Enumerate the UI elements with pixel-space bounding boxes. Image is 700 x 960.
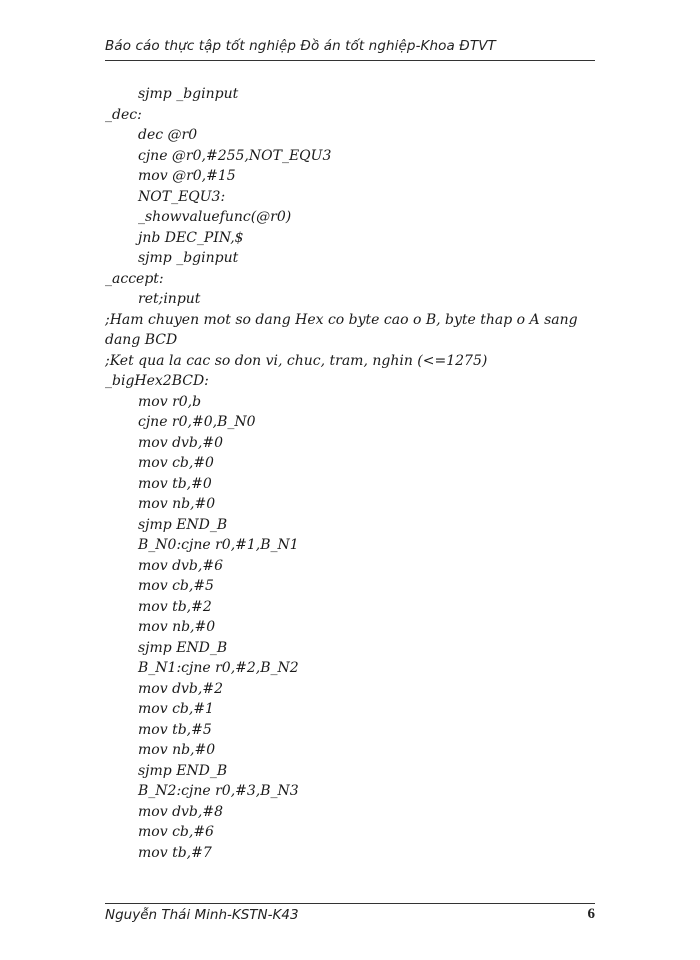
code-line: mov cb,#5 <box>138 578 214 594</box>
code-line: mov nb,#0 <box>138 619 216 635</box>
code-line: mov cb,#6 <box>138 824 214 840</box>
code-line: B_N0:cjne r0,#1,B_N1 <box>138 537 299 553</box>
code-line: mov nb,#0 <box>138 496 216 512</box>
code-line: ;Ham chuyen mot so dang Hex co byte cao o B, byte thap o A sang dang BCD <box>105 311 578 348</box>
code-line: B_N1:cjne r0,#2,B_N2 <box>138 660 299 676</box>
code-line: mov dvb,#8 <box>138 803 223 820</box>
code-line: NOT_EQU3: <box>138 188 226 205</box>
code-line: mov tb,#0 <box>138 475 212 492</box>
code-line: _dec: <box>105 106 142 123</box>
code-line: sjmp _bginput <box>138 250 239 266</box>
code-line: ret;input <box>138 291 201 307</box>
header-divider <box>105 60 595 61</box>
footer-author: Nguyễn Thái Minh-KSTN-K43 <box>105 907 299 923</box>
code-line: ;Ket qua la cac so don vi, chuc, tram, nghin (<=1275) <box>105 352 488 369</box>
code-line: mov tb,#5 <box>138 721 212 738</box>
code-line: mov dvb,#0 <box>138 434 223 451</box>
code-line: mov r0,b <box>138 393 202 410</box>
code-line: sjmp END_B <box>138 639 228 656</box>
code-line: _bigHex2BCD: <box>105 373 209 389</box>
code-line: sjmp END_B <box>138 516 228 533</box>
code-line: mov tb,#2 <box>138 598 212 615</box>
code-line: mov dvb,#2 <box>138 680 223 697</box>
code-line: mov cb,#1 <box>138 701 214 717</box>
footer-divider <box>105 903 595 904</box>
code-line: B_N2:cjne r0,#3,B_N3 <box>138 783 299 799</box>
code-line: cjne @r0,#255,NOT_EQU3 <box>138 147 332 164</box>
code-line: mov cb,#0 <box>138 455 214 471</box>
code-line: _accept: <box>105 270 164 287</box>
code-line: sjmp END_B <box>138 762 228 779</box>
code-listing <box>105 84 595 863</box>
code-line: mov @r0,#15 <box>138 168 236 184</box>
code-line: cjne r0,#0,B_N0 <box>138 414 256 430</box>
page-number: 6 <box>587 906 595 922</box>
code-line: mov nb,#0 <box>138 742 216 758</box>
code-line: sjmp _bginput <box>138 86 239 102</box>
code-line: jnb DEC_PIN,$ <box>138 229 244 246</box>
code-line: dec @r0 <box>138 127 198 143</box>
page-header-title: Báo cáo thực tập tốt nghiệp Đồ án tốt nghiệp-Khoa ĐTVT <box>105 38 496 54</box>
code-line: mov dvb,#6 <box>138 557 223 574</box>
code-line: mov tb,#7 <box>138 844 212 861</box>
code-line: _showvaluefunc(@r0) <box>138 209 292 225</box>
